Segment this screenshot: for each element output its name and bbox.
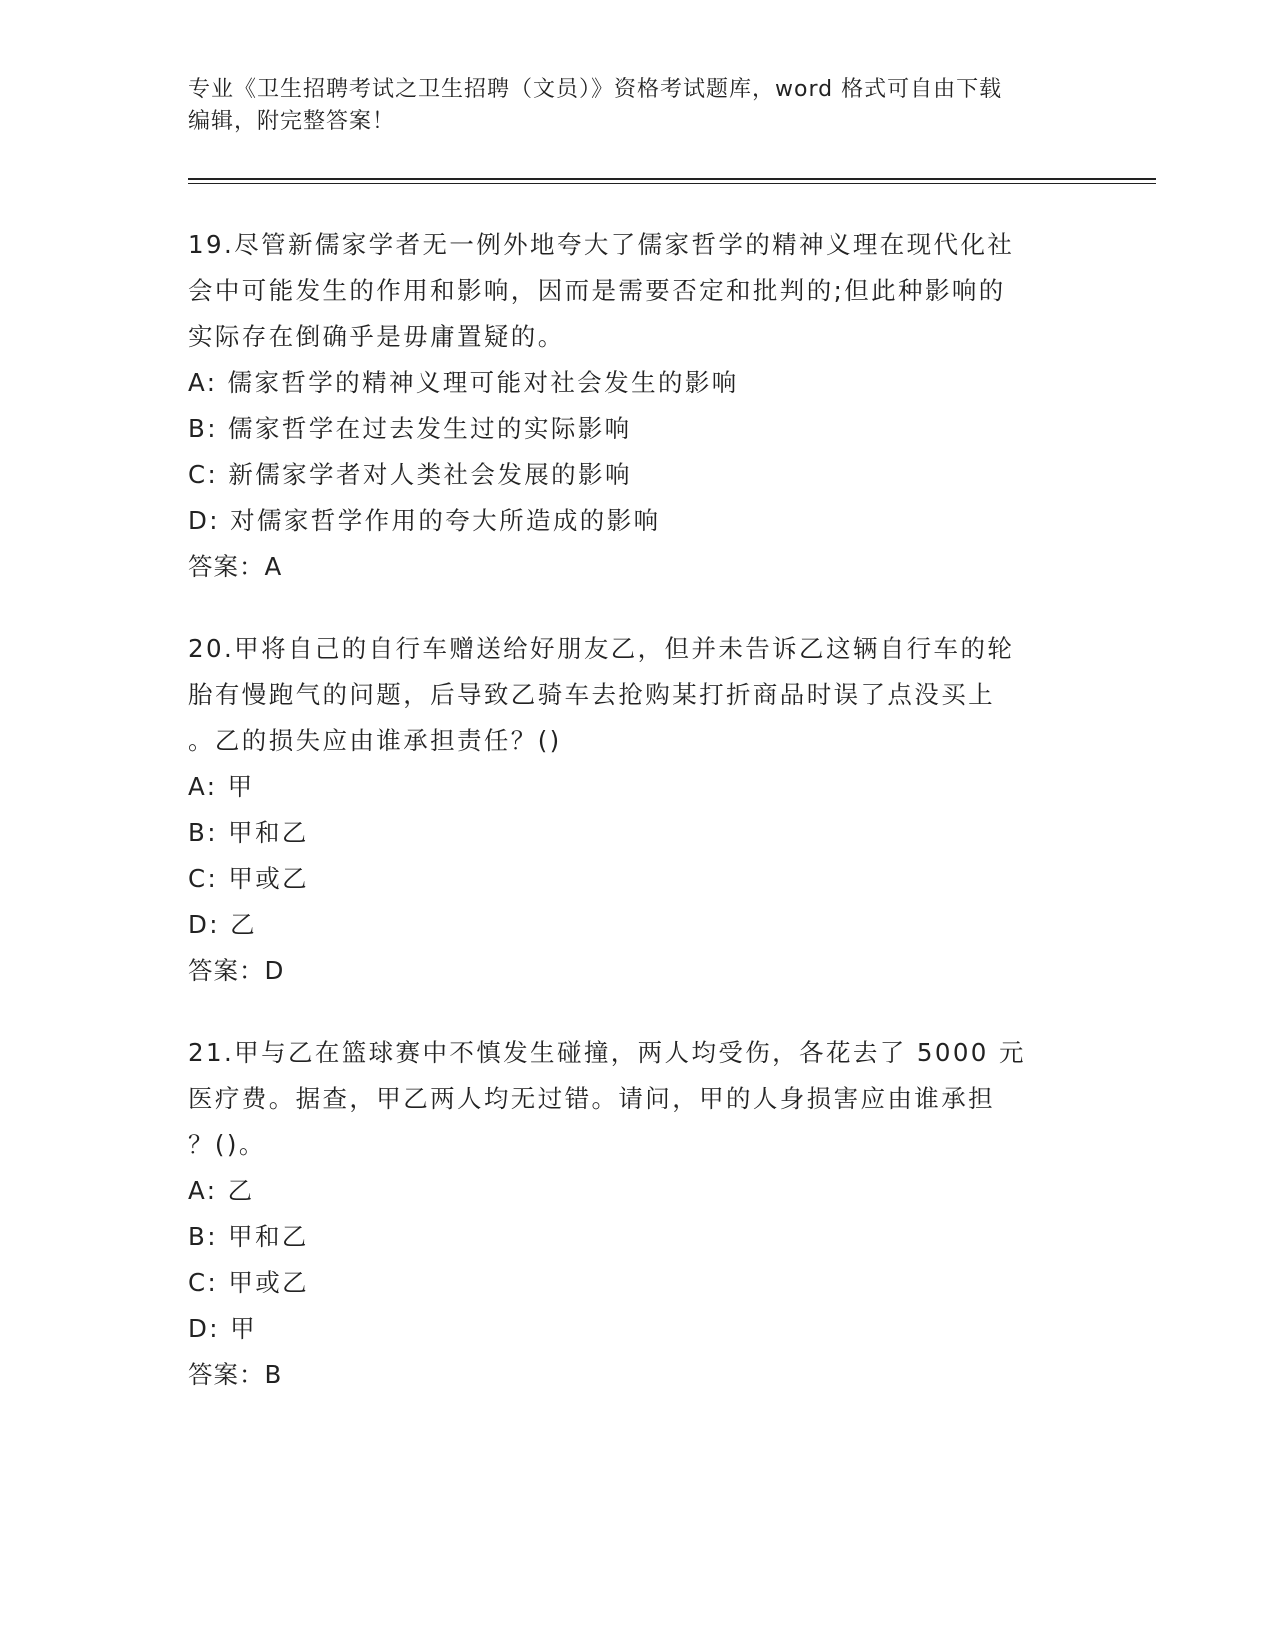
question-stem-line: 20.甲将自己的自行车赠送给好朋友乙，但并未告诉乙这辆自行车的轮	[188, 634, 1015, 663]
question-stem-line: ？()。	[188, 1130, 266, 1159]
header-divider-thin	[188, 183, 1156, 184]
answer-line: 答案：D	[188, 956, 285, 985]
question-19	[188, 222, 1088, 590]
option-d: D: 甲	[188, 1314, 258, 1343]
question-stem-line: 19.尽管新儒家学者无一例外地夸大了儒家哲学的精神义理在现代化社	[188, 230, 1015, 259]
answer-line: 答案：B	[188, 1360, 283, 1389]
option-c: C: 新儒家学者对人类社会发展的影响	[188, 460, 632, 489]
answer-line: 答案：A	[188, 552, 283, 581]
question-20	[188, 626, 1088, 994]
question-stem-line: 。乙的损失应由谁承担责任？()	[188, 726, 562, 755]
header-line-2: 编辑，附完整答案！	[188, 109, 396, 134]
header-divider-thick	[188, 178, 1156, 180]
question-stem-line: 医疗费。据查，甲乙两人均无过错。请问，甲的人身损害应由谁承担	[188, 1084, 995, 1113]
question-stem-line: 21.甲与乙在篮球赛中不慎发生碰撞，两人均受伤，各花去了 5000 元	[188, 1038, 1026, 1067]
question-stem-line: 实际存在倒确乎是毋庸置疑的。	[188, 322, 565, 351]
option-c: C: 甲或乙	[188, 864, 310, 893]
option-a: A: 甲	[188, 772, 255, 801]
option-a: A: 儒家哲学的精神义理可能对社会发生的影响	[188, 368, 739, 397]
header-line-1: 专业《卫生招聘考试之卫生招聘（文员）》资格考试题库，word 格式可自由下载	[188, 77, 1003, 102]
option-b: B: 甲和乙	[188, 818, 309, 847]
question-stem-line: 胎有慢跑气的问题，后导致乙骑车去抢购某打折商品时误了点没买上	[188, 680, 995, 709]
option-a: A: 乙	[188, 1176, 255, 1205]
question-21	[188, 1030, 1088, 1398]
option-b: B: 儒家哲学在过去发生过的实际影响	[188, 414, 632, 443]
question-stem-line: 会中可能发生的作用和影响，因而是需要否定和批判的;但此种影响的	[188, 276, 1006, 305]
option-d: D: 对儒家哲学作用的夸大所造成的影响	[188, 506, 661, 535]
option-c: C: 甲或乙	[188, 1268, 310, 1297]
document-header	[188, 74, 1068, 138]
option-d: D: 乙	[188, 910, 258, 939]
option-b: B: 甲和乙	[188, 1222, 309, 1251]
